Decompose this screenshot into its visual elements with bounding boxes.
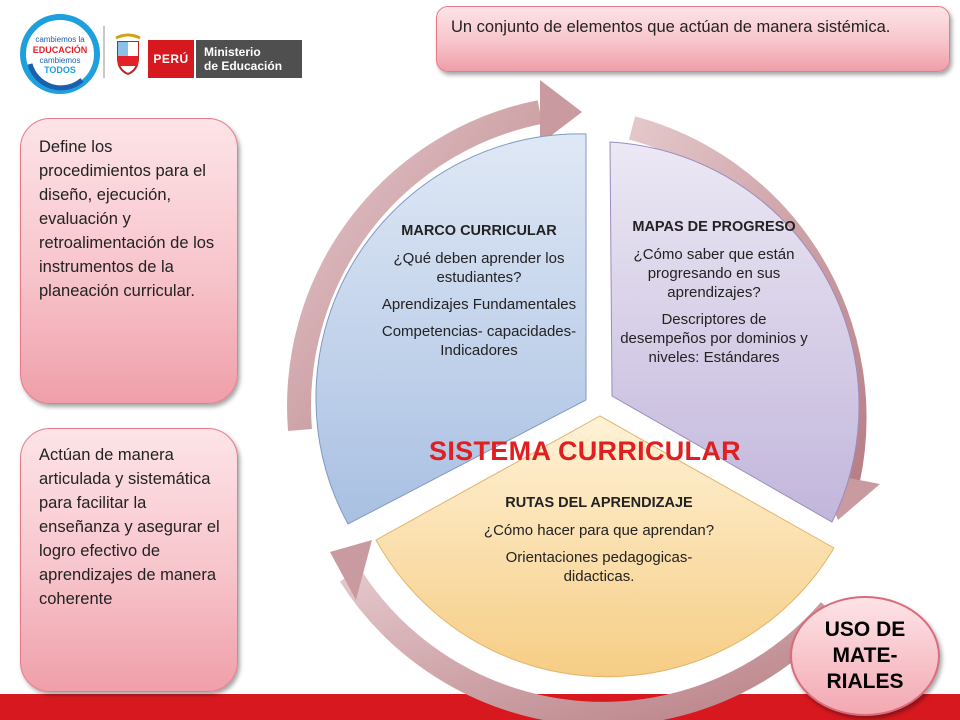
segment-mapas-title: MAPAS DE PROGRESO [632,219,796,235]
segment-mapas-line-1: ¿Cómo saber que están progresando en sus aprendizajes? [633,246,795,301]
diagram-title: SISTEMA CURRICULAR [429,436,741,466]
segment-marco-line-2: Aprendizajes Fundamentales [381,296,577,313]
segment-rutas-line-2: Orientaciones pedagogicas-didacticas. [505,549,693,585]
campaign-text-2: EDUCACIÓN [32,45,88,55]
segment-rutas-line-1: ¿Cómo hacer para que aprendan? [483,522,715,539]
campaign-text-4: TODOS [44,65,76,75]
callout-definition: Un conjunto de elementos que actúan de manera sistémica. [436,6,950,72]
callout-materials [790,596,940,716]
peru-label: PERÚ [153,52,189,66]
segment-marco-title: MARCO CURRICULAR [401,223,557,239]
callout-procedures: Define los procedimientos para el diseño, ejecución, evaluación y retroalimentación de los instrumentos de la planeación curricular. [20,118,238,404]
callout-articulation: Actúan de manera articulada y sistemática para facilitar la enseñanza y asegurar el logro efectivo de aprendizajes de manera coherente [20,428,238,692]
callout-materials-label: USO DE MATE-RIALES [824,618,906,693]
campaign-text-1: cambiemos la [35,35,85,44]
ministry-line-1: Ministerio [204,45,261,59]
segment-mapas-line-2: Descriptores de desempeños por dominios y niveles: Estándares [620,311,808,366]
segment-marco-line-1: ¿Qué deben aprender los estudiantes? [393,250,565,286]
ministry-line-2: de Educación [204,59,283,73]
segment-rutas-title: RUTAS DEL APRENDIZAJE [505,495,693,511]
segment-rutas-text [472,494,726,594]
segment-marco-text [376,222,582,368]
segment-marco-line-3: Competencias- capacidades- Indicadores [381,323,577,359]
segment-mapas-text [618,218,810,375]
campaign-text-3: cambiemos [39,56,81,65]
